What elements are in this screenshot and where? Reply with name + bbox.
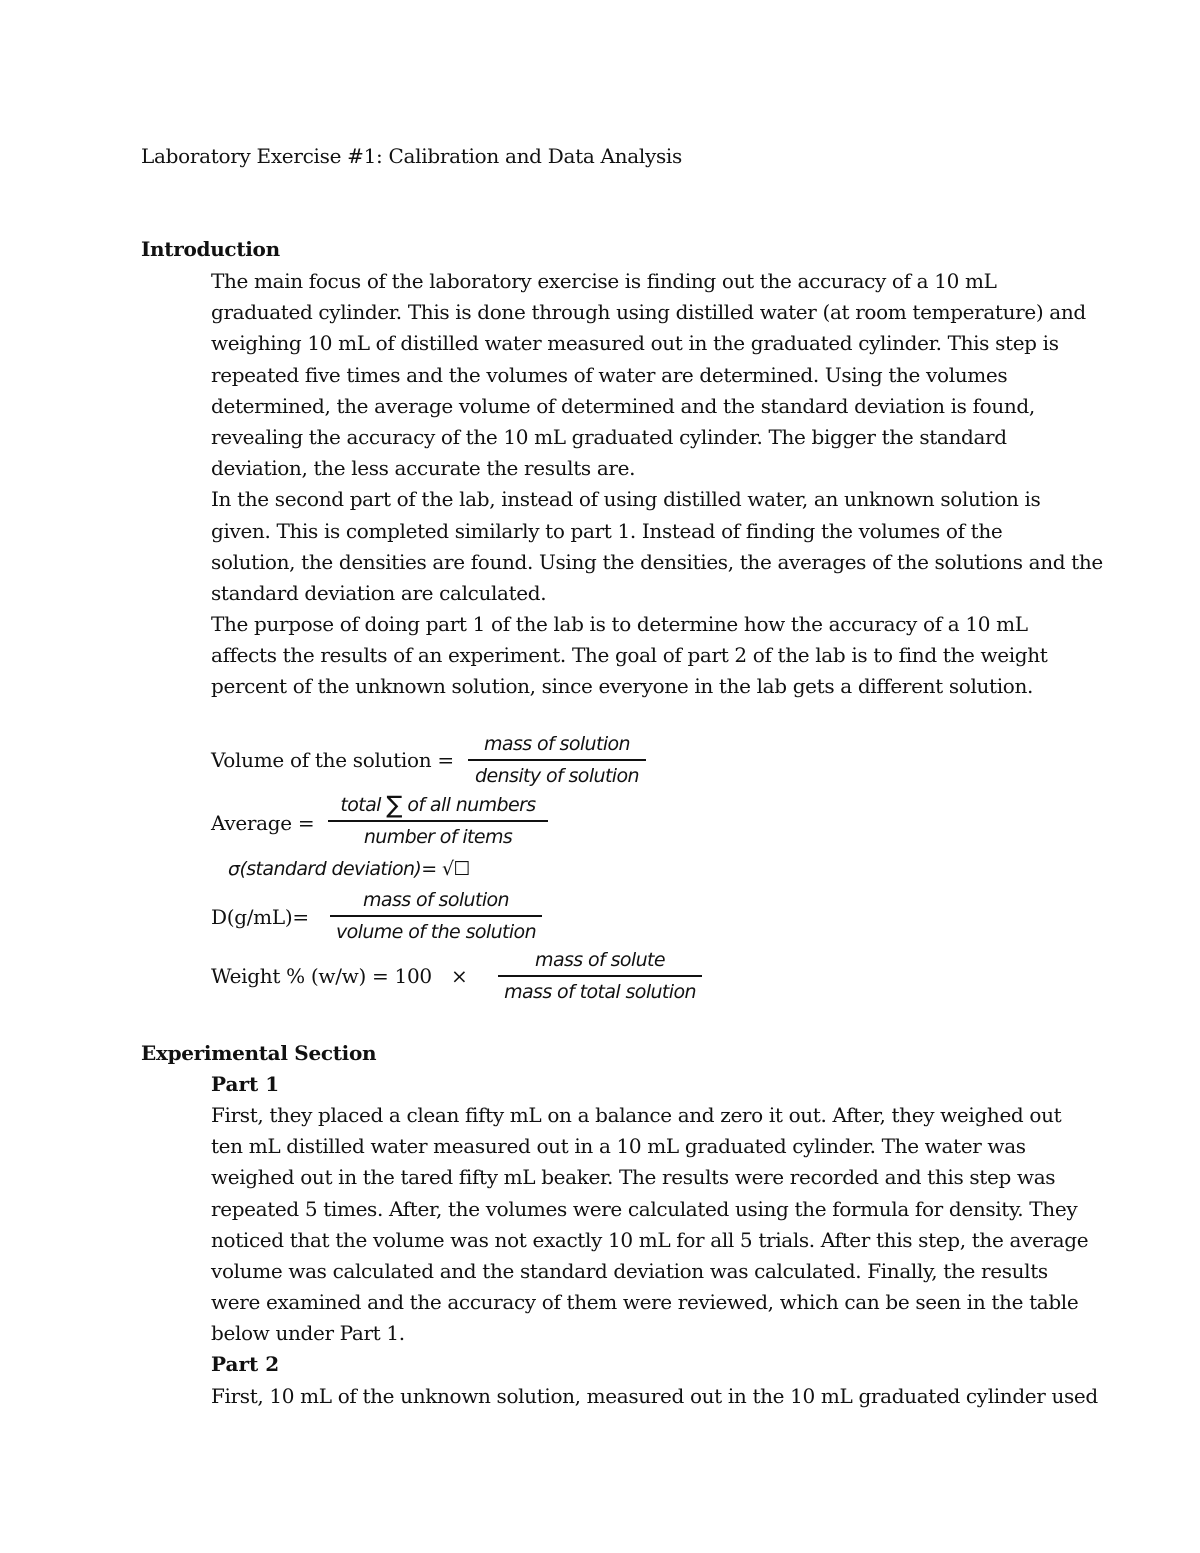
part1-line: weighed out in the tared fifty mL beaker. The results were recorded and this step was — [211, 1165, 1056, 1190]
density-equation-lhs: D(g/mL)= — [211, 905, 309, 929]
part1-line: First, they placed a clean fifty mL on a balance and zero it out. After, they weighed out — [211, 1103, 1062, 1127]
density-fraction — [330, 887, 542, 945]
part1-line: noticed that the volume was not exactly 10 mL for all 5 trials. After this step, the average — [211, 1227, 1089, 1252]
fraction-bar — [328, 820, 548, 822]
introduction-line: standard deviation are calculated. — [211, 580, 547, 605]
average-denominator: number of items — [363, 826, 513, 848]
experimental-section-heading: Experimental Section — [141, 1041, 377, 1065]
summation-icon: ∑ — [386, 791, 402, 819]
average-equation-lhs: Average = — [211, 811, 315, 835]
part1-line: were examined and the accuracy of them were reviewed, which can be seen in the table — [211, 1290, 1079, 1315]
introduction-line: In the second part of the lab, instead of using distilled water, an unknown solution is — [211, 487, 1041, 512]
average-numerator-prefix: total — [340, 794, 381, 816]
introduction-line: revealing the accuracy of the 10 mL graduated cylinder. The bigger the standard — [211, 424, 1007, 449]
introduction-line: percent of the unknown solution, since everyone in the lab gets a different solution. — [211, 674, 1033, 699]
introduction-line: given. This is completed similarly to part 1. Instead of finding the volumes of the — [211, 518, 1003, 543]
volume-numerator: mass of solution — [484, 733, 630, 755]
density-numerator: mass of solution — [363, 889, 509, 911]
average-fraction — [328, 792, 548, 850]
document-title: Laboratory Exercise #1: Calibration and Data Analysis — [141, 144, 682, 168]
average-numerator-suffix: of all numbers — [407, 794, 536, 816]
density-denominator: volume of the solution — [335, 921, 537, 943]
weight-percent-numerator: mass of solute — [535, 949, 665, 971]
weight-percent-lhs: Weight % (w/w) = 100 — [211, 964, 432, 988]
part1-line: volume was calculated and the standard deviation was calculated. Finally, the results — [211, 1258, 1048, 1283]
volume-denominator: density of solution — [475, 765, 639, 787]
average-numerator — [328, 792, 548, 818]
part1-line: below under Part 1. — [211, 1321, 405, 1346]
introduction-body — [211, 266, 1103, 703]
fraction-bar — [468, 759, 646, 761]
fraction-bar — [330, 915, 542, 917]
part1-line: ten mL distilled water measured out in a 10 mL graduated cylinder. The water was — [211, 1134, 1026, 1159]
volume-equation-lhs: Volume of the solution = — [211, 748, 454, 772]
part2-line: First, 10 mL of the unknown solution, measured out in the 10 mL graduated cylinder used — [211, 1384, 1098, 1408]
introduction-line: repeated five times and the volumes of water are determined. Using the volumes — [211, 362, 1008, 387]
introduction-heading: Introduction — [141, 237, 280, 261]
fraction-bar — [498, 975, 702, 977]
introduction-line: deviation, the less accurate the results are. — [211, 456, 636, 481]
introduction-line: weighing 10 mL of distilled water measured out in the graduated cylinder. This step is — [211, 331, 1059, 356]
part2-heading: Part 2 — [211, 1352, 280, 1376]
introduction-line: graduated cylinder. This is done through using distilled water (at room temperature) and — [211, 300, 1086, 325]
part2-body — [211, 1381, 1098, 1412]
introduction-line: solution, the densities are found. Using the densities, the averages of the solutions and the — [211, 549, 1103, 574]
weight-percent-fraction — [498, 947, 702, 1005]
part1-body — [211, 1100, 1089, 1350]
volume-fraction — [468, 731, 646, 789]
introduction-line: affects the results of an experiment. The goal of part 2 of the lab is to find the weight — [211, 643, 1048, 668]
part1-line: repeated 5 times. After, the volumes were calculated using the formula for density. They — [211, 1196, 1078, 1221]
standard-deviation-equation: σ(standard deviation)= √☐ — [228, 858, 470, 880]
multiply-icon: × — [451, 964, 468, 988]
part1-heading: Part 1 — [211, 1072, 280, 1096]
introduction-line: determined, the average volume of determined and the standard deviation is found, — [211, 393, 1035, 418]
weight-percent-denominator: mass of total solution — [504, 981, 696, 1003]
introduction-line: The purpose of doing part 1 of the lab is to determine how the accuracy of a 10 mL — [211, 612, 1028, 637]
introduction-line: The main focus of the laboratory exercise is finding out the accuracy of a 10 mL — [211, 269, 997, 293]
